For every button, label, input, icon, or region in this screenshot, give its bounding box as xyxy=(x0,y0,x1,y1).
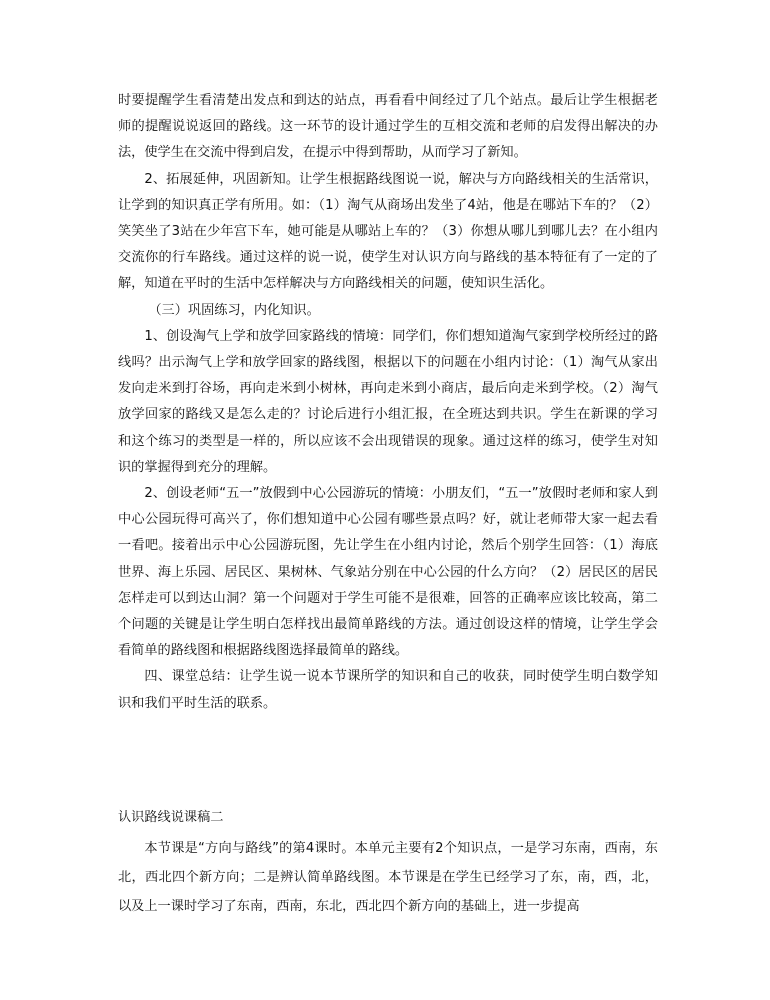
paragraph: 2、拓展延伸，巩固新知。让学生根据路线图说一说，解决与方向路线相关的生活常识，让学到的知识真正学有所用。如：（1）淘气从商场出发坐了4站，他是在哪站下车的？（2）笑笑坐了3站在少年宫下车，她可能是从哪站上车的？（3）你想从哪儿到哪儿去？在小组内交流你的行车路线。通过这样的说一说，使学生对认识方向与路线的基本特征有了一定的了解，知道在平时的生活中怎样解决与方向路线相关的问题，使知识生活化。 xyxy=(118,171,658,292)
paragraph: 1、创设淘气上学和放学回家路线的情境：同学们，你们想知道淘气家到学校所经过的路线吗？出示淘气上学和放学回家的路线图，根据以下的问题在小组内讨论：（1）淘气从家出发向走米到打谷场，再向走米到小树林，再向走米到小商店，最后向走米到学校。（2）淘气放学回家的路线又是怎么走的？讨论后进行小组汇报，在全班达到共识。学生在新课的学习和这个练习的类型是一样的，所以应该不会出现错误的现象。通过这样的练习，使学生对知识的掌握得到充分的理解。 xyxy=(118,328,658,475)
paragraph: 本节课是“方向与路线”的第4课时。本单元主要有2个知识点，一是学习东南，西南，东北，西北四个新方向；二是辨认简单路线图。本节课是在学生已经学习了东，南，西，北，以及上一课时学习了东南，西南，东北，西北四个新方向的基础上，进一步提高 xyxy=(118,841,658,915)
paragraph: 时要提醒学生看清楚出发点和到达的站点，再看看中间经过了几个站点。最后让学生根据老师的提醒说说返回的路线。这一环节的设计通过学生的互相交流和老师的启发得出解决的办法，使学生在交流中得到启发，在提示中得到帮助，从而学习了新知。 xyxy=(118,93,658,161)
paragraph: 2、创设老师“五一”放假到中心公园游玩的情境：小朋友们，“五一”放假时老师和家人到中心公园玩得可高兴了，你们想知道中心公园有哪些景点吗？好，就让老师带大家一起去看一看吧。接着出示中心公园游玩图，先让学生在小组内讨论，然后个别学生回答：（1）海底世界、海上乐园、居民区、果树林、气象站分别在中心公园的什么方向？（2）居民区的居民怎样走可以到达山洞？第一个问题对于学生可能不是很难，回答的正确率应该比较高，第二个问题的关键是让学生明白怎样找出最简单路线的方法。通过创设这样的情境，让学生学会看简单的路线图和根据路线图选择最简单的路线。 xyxy=(118,486,658,659)
section-two xyxy=(118,805,658,921)
subheading: （三）巩固练习，内化知识。 xyxy=(148,302,320,318)
section-title: 认识路线说课稿二 xyxy=(118,810,224,825)
section-one xyxy=(118,88,658,717)
paragraph: 四、课堂总结：让学生说一说本节课所学的知识和自己的收获，同时使学生明白数学知识和我们平时生活的联系。 xyxy=(118,669,658,711)
